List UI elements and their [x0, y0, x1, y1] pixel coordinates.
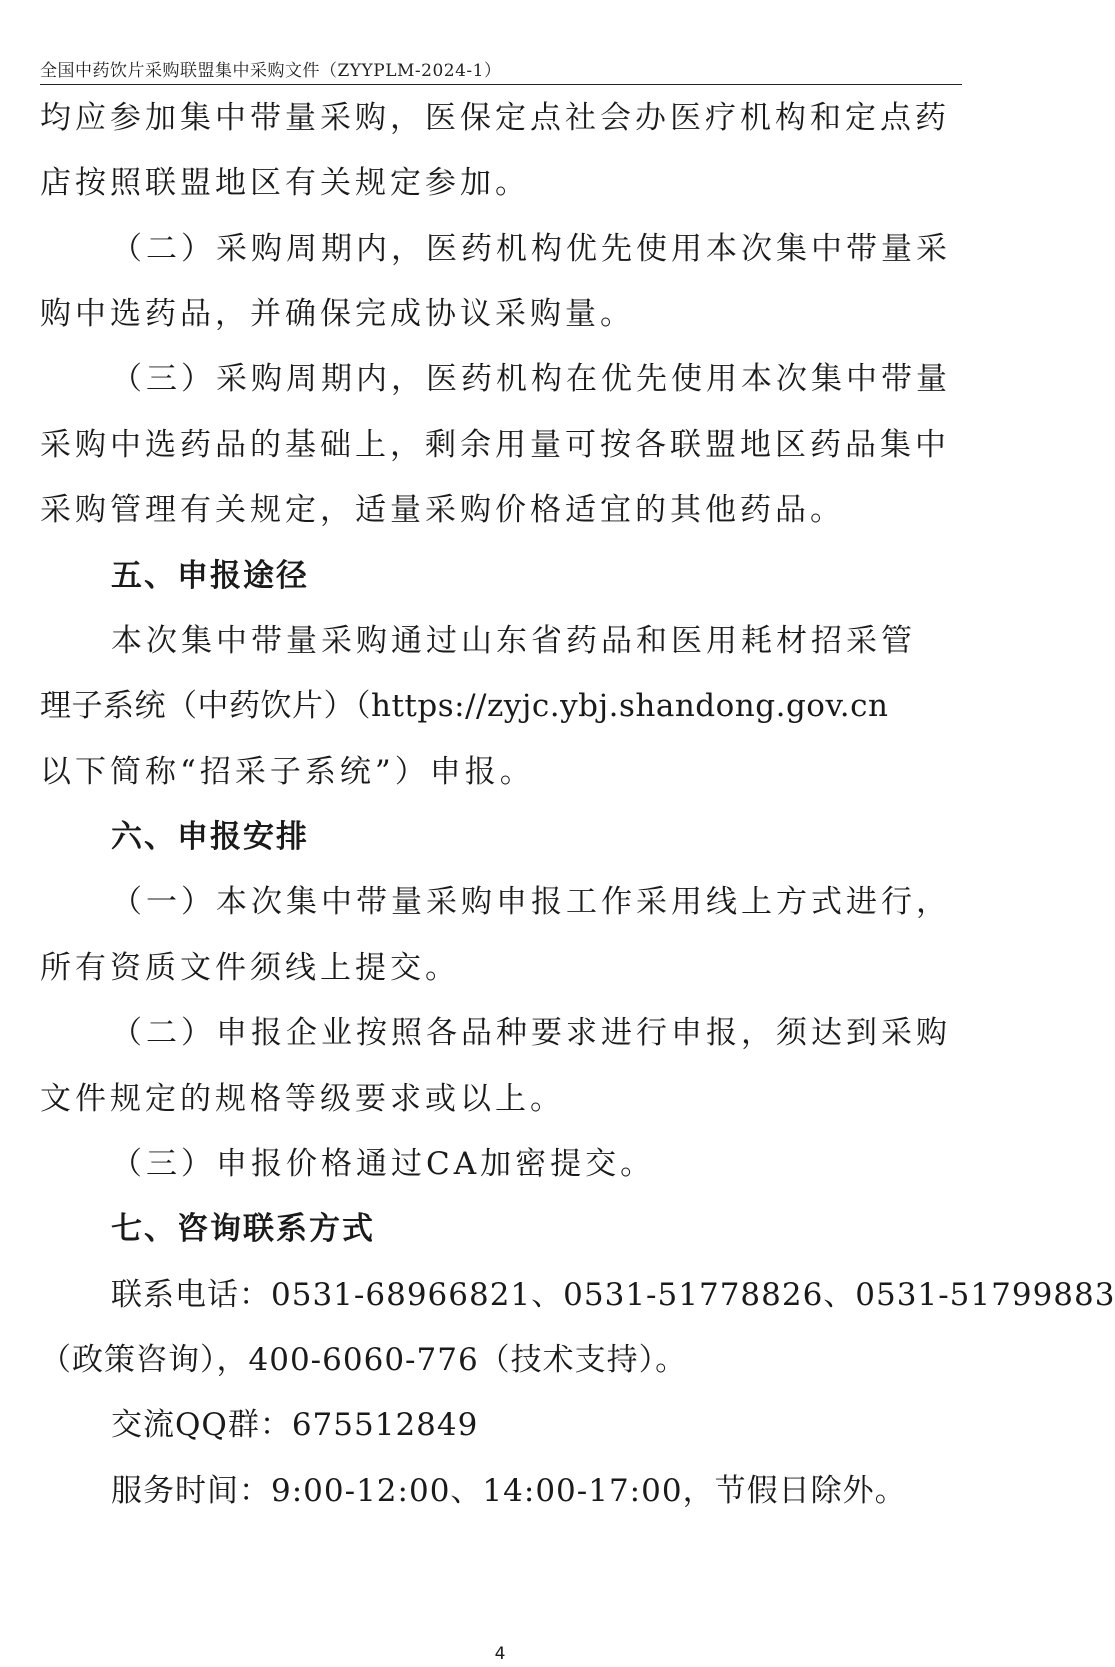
document-header-title: 全国中药饮片采购联盟集中采购文件（ZYYPLM-2024-1） [40, 61, 502, 81]
paragraph-line: （二）采购周期内，医药机构优先使用本次集中带量采 [111, 231, 951, 267]
section-heading-6: 六、申报安排 [111, 819, 309, 855]
section-heading-5: 五、申报途径 [111, 558, 309, 594]
paragraph-line: 文件规定的规格等级要求或以上。 [40, 1081, 565, 1117]
paragraph-line: 本次集中带量采购通过山东省药品和医用耗材招采管 [111, 623, 916, 659]
contact-qq-line: 交流QQ群：675512849 [111, 1407, 479, 1443]
paragraph-line: 购中选药品，并确保完成协议采购量。 [40, 296, 635, 332]
paragraph-line: （二）申报企业按照各品种要求进行申报，须达到采购 [111, 1015, 951, 1051]
contact-phone-line: 联系电话：0531-68966821、0531-51778826、0531-51799883 [111, 1277, 1115, 1313]
paragraph-line: （三）采购周期内，医药机构在优先使用本次集中带量 [111, 361, 951, 397]
paragraph-line: （三）申报价格通过CA加密提交。 [111, 1146, 656, 1182]
service-hours-line: 服务时间：9:00-12:00、14:00-17:00，节假日除外。 [111, 1473, 907, 1509]
section-heading-7: 七、咨询联系方式 [111, 1211, 375, 1247]
page-number: 4 [494, 1644, 506, 1664]
paragraph-line: 理子系统（中药饮片）（https://zyjc.ybj.shandong.gov.cn [40, 688, 889, 724]
paragraph-line: 店按照联盟地区有关规定参加。 [40, 165, 530, 201]
paragraph-line: 以下简称“招采子系统”）申报。 [40, 754, 535, 790]
paragraph-line: 均应参加集中带量采购，医保定点社会办医疗机构和定点药 [40, 100, 950, 136]
contact-phone-line: （政策咨询），400-6060-776（技术支持）。 [40, 1342, 688, 1378]
header-divider [40, 84, 962, 85]
paragraph-line: （一）本次集中带量采购申报工作采用线上方式进行， [111, 884, 951, 920]
paragraph-line: 所有资质文件须线上提交。 [40, 950, 460, 986]
paragraph-line: 采购中选药品的基础上，剩余用量可按各联盟地区药品集中 [40, 427, 950, 463]
paragraph-line: 采购管理有关规定，适量采购价格适宜的其他药品。 [40, 492, 845, 528]
